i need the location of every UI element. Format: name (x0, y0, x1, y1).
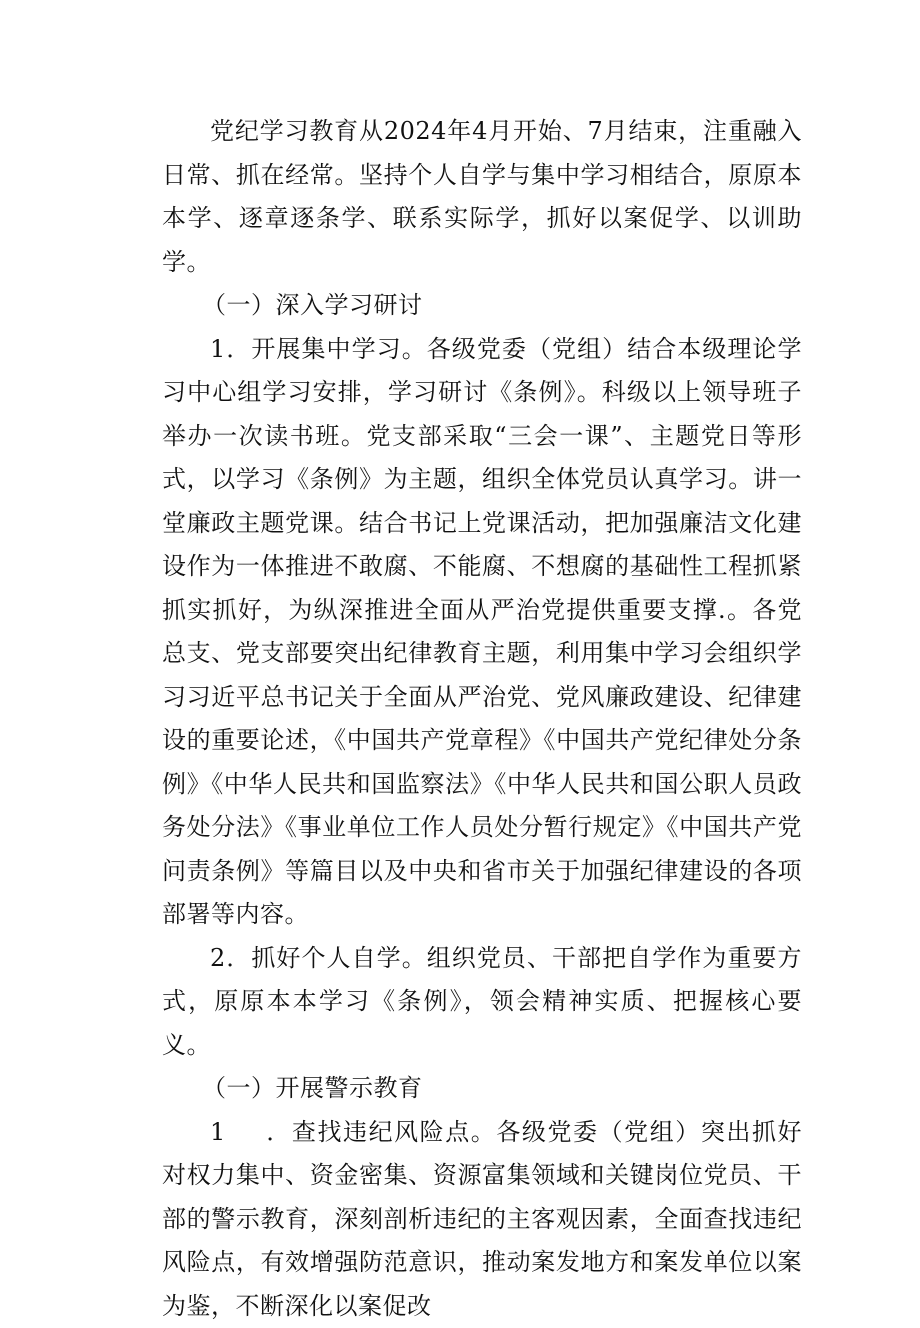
item-risk-points-text: ．查找违纪风险点。各级党委（党组）突出抓好对权力集中、资金密集、资源富集领域和关键岗位党员、干部的警示教育，深刻剖析违纪的主客观因素，全面查找违纪风险点，有效增强防范意识，推动案发地方和案发单位以案为鉴，不断深化以案促改 (162, 1118, 802, 1320)
item-collective-study: 1．开展集中学习。各级党委（党组）结合本级理论学习中心组学习安排，学习研讨《条例》。科级以上领导班子举办一次读书班。党支部采取“三会一课”、主题党日等形式，以学习《条例》为主题，组织全体党员认真学习。讲一堂廉政主题党课。结合书记上党课活动，把加强廉洁文化建设作为一体推进不敢腐、不能腐、不想腐的基础性工程抓紧抓实抓好，为纵深推进全面从严治党提供重要支撑.。各党总支、党支部要突出纪律教育主题，利用集中学习会组织学习习近平总书记关于全面从严治党、党风廉政建设、纪律建设的重要论述，《中国共产党章程》《中国共产党纪律处分条例》《中华人民共和国监察法》《中华人民共和国公职人员政务处分法》《事业单位工作人员处分暂行规定》《中国共产党问责条例》等篇目以及中央和省市关于加强纪律建设的各项部署等内容。 (162, 328, 802, 937)
intro-paragraph: 党纪学习教育从2024年4月开始、7月结束，注重融入日常、抓在经常。坚持个人自学与集中学习相结合，原原本本学、逐章逐条学、联系实际学，抓好以案促学、以训助学。 (162, 110, 802, 284)
item-number: 1 (210, 1118, 225, 1146)
section-heading-study: （一）深入学习研讨 (162, 284, 802, 328)
item-self-study: 2．抓好个人自学。组织党员、干部把自学作为重要方式，原原本本学习《条例》，领会精神实质、把握核心要义。 (162, 937, 802, 1068)
document-body (162, 110, 802, 1328)
item-risk-points (162, 1111, 802, 1328)
section-heading-warning-education: （一）开展警示教育 (162, 1067, 802, 1111)
